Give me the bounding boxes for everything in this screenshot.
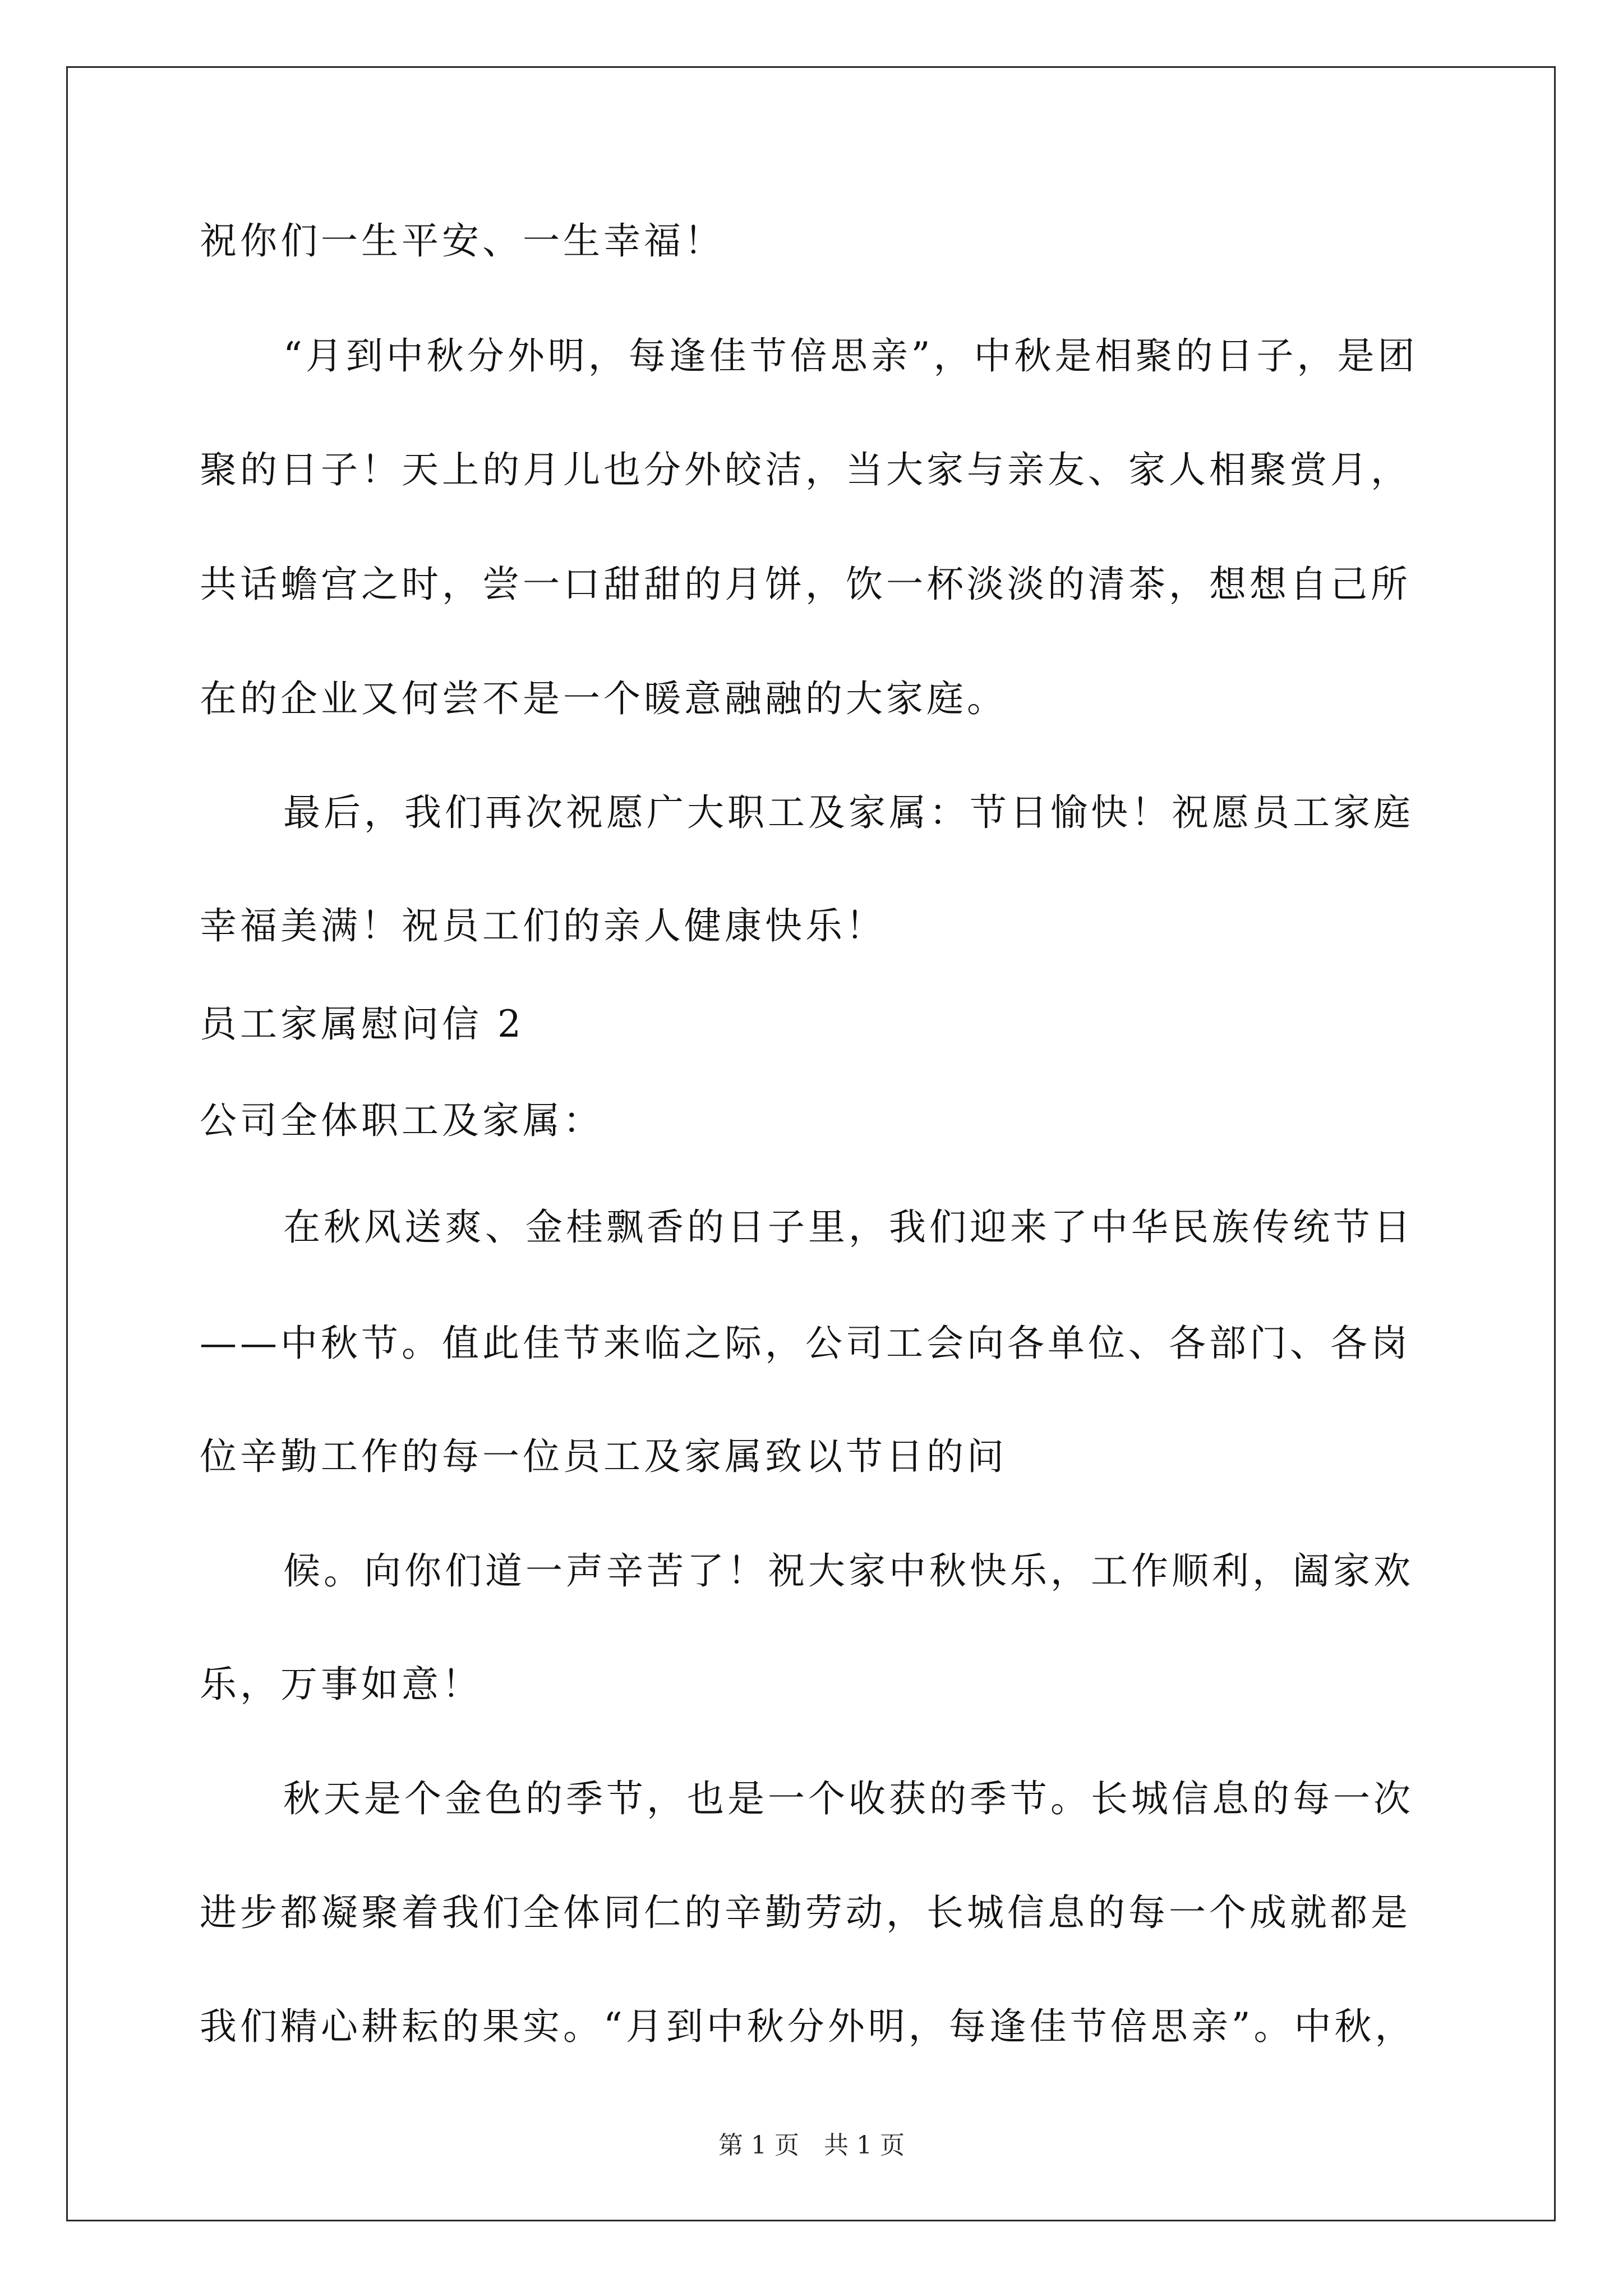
text-line: 位辛勤工作的每一位员工及家属致以节日的问	[200, 1435, 1007, 1478]
text-line: 候。向你们道一声辛苦了！祝大家中秋快乐，工作顺利，阖家欢	[283, 1549, 1414, 1593]
text-line: 在秋风送爽、金桂飘香的日子里，我们迎来了中华民族传统节日	[283, 1205, 1414, 1249]
text-line: 幸福美满！祝员工们的亲人健康快乐！	[200, 904, 886, 947]
text-line: ——中秋节。值此佳节来临之际，公司工会向各单位、各部门、各岗	[200, 1322, 1411, 1365]
text-line: 在的企业又何尝不是一个暖意融融的大家庭。	[200, 677, 1007, 720]
text-line: 最后，我们再次祝愿广大职工及家属：节日愉快！祝愿员工家庭	[283, 791, 1414, 834]
text-line: 祝你们一生平安、一生幸福！	[200, 219, 725, 263]
text-line: 我们精心耕耘的果实。“月到中秋分外明，每逢佳节倍思亲”。中秋，	[200, 2005, 1415, 2048]
text-line: 乐，万事如意！	[200, 1663, 482, 1706]
text-line: 聚的日子！天上的月儿也分外皎洁，当大家与亲友、家人相聚赏月，	[200, 448, 1411, 491]
text-line: 秋天是个金色的季节，也是一个收获的季节。长城信息的每一次	[283, 1777, 1414, 1820]
text-line: 共话蟾宫之时，尝一口甜甜的月饼，饮一杯淡淡的清茶，想想自己所	[200, 563, 1411, 606]
page-number: 第 1 页 共 1 页	[718, 2131, 905, 2160]
section-heading: 员工家属慰问信 2	[200, 1002, 524, 1046]
salutation: 公司全体职工及家属：	[200, 1099, 603, 1142]
text-line: 进步都凝聚着我们全体同仁的辛勤劳动，长城信息的每一个成就都是	[200, 1891, 1411, 1934]
text-line: “月到中秋分外明，每逢佳节倍思亲”，中秋是相聚的日子，是团	[283, 334, 1418, 378]
